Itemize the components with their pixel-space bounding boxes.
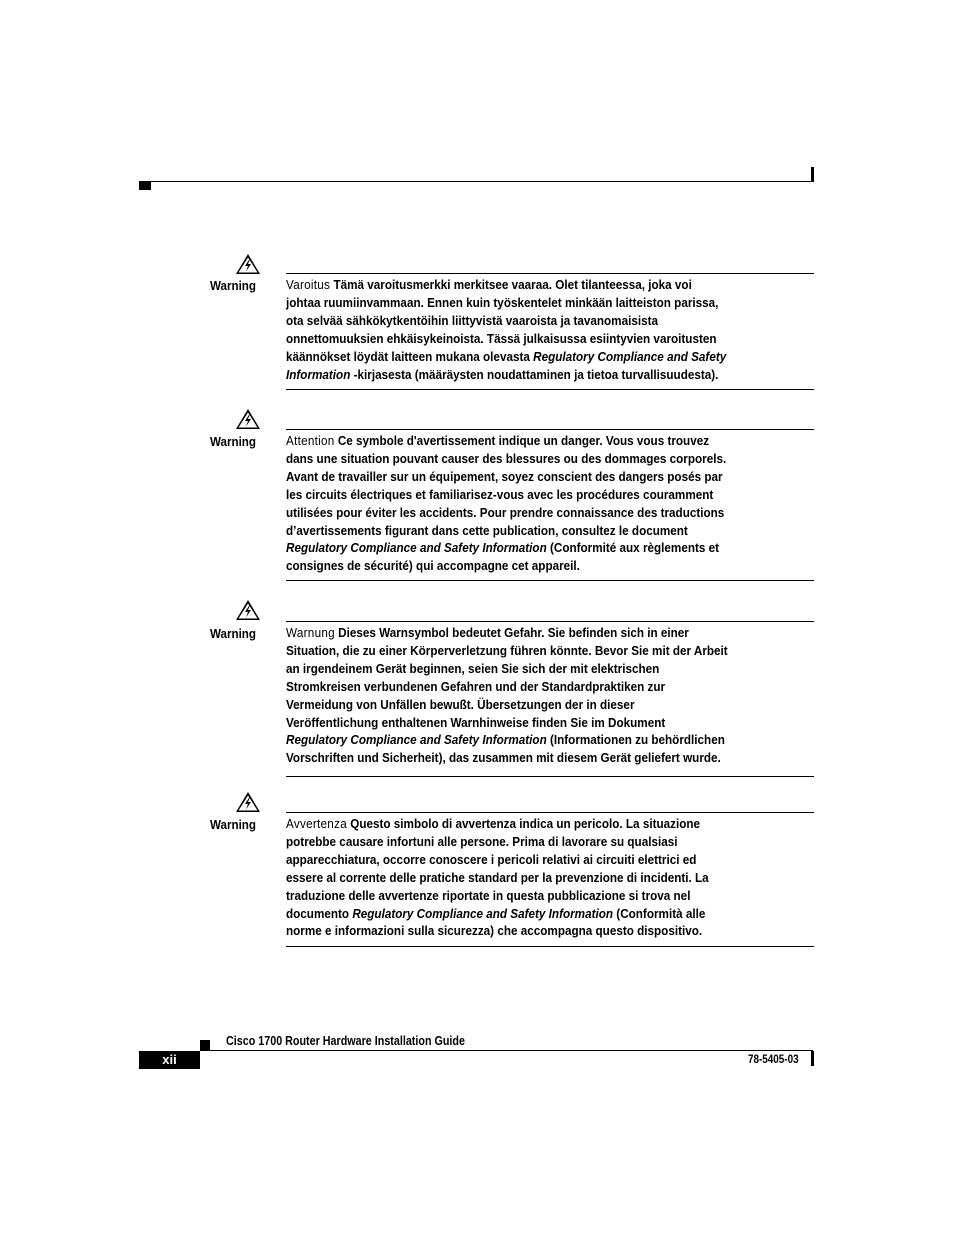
header-rule xyxy=(151,181,813,182)
warning-text-line xyxy=(286,851,814,869)
warning-text-line xyxy=(286,348,814,366)
warning-text-line xyxy=(286,869,814,887)
header-bar-marker xyxy=(811,167,814,182)
footer-bar-marker xyxy=(811,1051,814,1066)
warning-text xyxy=(286,624,814,767)
warning-text-line xyxy=(286,833,814,851)
warning-language-label: Warnung xyxy=(286,625,335,640)
warning-text-line xyxy=(286,312,814,330)
text-segment: an irgendeinem Gerät beginnen, seien Sie sich der mit elektrischen xyxy=(286,660,660,676)
warning-text-line xyxy=(286,276,814,294)
warning-text-line xyxy=(286,468,814,486)
text-segment: -kirjasesta (määräysten noudattaminen ja tietoa turvallisuudesta). xyxy=(350,366,719,382)
warning-text xyxy=(286,432,814,575)
warning-triangle-lightning-icon xyxy=(236,792,260,812)
warning-text xyxy=(286,815,814,940)
warning-rule-bottom xyxy=(286,776,814,777)
warning-rule-top xyxy=(286,812,814,813)
warning-text-line xyxy=(286,557,814,575)
page-number: xii xyxy=(162,1052,177,1067)
text-segment: consignes de sécurité) qui accompagne cet appareil. xyxy=(286,558,580,574)
text-segment: ota selvää sähkökytkentöihin liittyvistä vaaroista ja tavanomaisista xyxy=(286,312,659,328)
document-title-italic: Information xyxy=(286,366,351,382)
warning-text-line xyxy=(286,887,814,905)
warning-text-line xyxy=(286,504,814,522)
footer-square-marker xyxy=(200,1040,210,1050)
warning-text-line xyxy=(286,714,814,732)
warning-language-label: Attention xyxy=(286,433,335,448)
text-segment: (Informationen zu behördlichen xyxy=(546,732,725,748)
text-segment: apparecchiatura, occorre conoscere i pericoli relativi ai circuiti elettrici ed xyxy=(286,851,697,867)
page-number-box xyxy=(139,1051,200,1069)
text-segment: Vermeidung von Unfällen bewußt. Übersetzungen der in dieser xyxy=(286,696,635,712)
text-segment: Avant de travailler sur un équipement, soyez conscient des dangers posés par xyxy=(286,468,723,484)
warning-text-line xyxy=(286,539,814,557)
warning-language-label: Varoitus xyxy=(286,277,331,292)
text-segment: Vorschriften und Sicherheit), das zusammen mit diesem Gerät geliefert wurde. xyxy=(286,750,721,766)
text-segment: Tämä varoitusmerkki merkitsee vaaraa. Olet tilanteessa, joka voi xyxy=(333,277,692,292)
warning-rule-bottom xyxy=(286,580,814,581)
text-segment: onnettomuuksien ehkäisykeinoista. Tässä julkaisussa esiintyvien varoitusten xyxy=(286,330,717,346)
text-segment: Veröffentlichung enthaltenen Warnhinweise finden Sie im Dokument xyxy=(286,714,666,730)
warning-text-line xyxy=(286,696,814,714)
warning-label: Warning xyxy=(210,817,256,832)
warning-text-line xyxy=(286,624,814,642)
warning-rule-bottom xyxy=(286,389,814,390)
text-segment: Ce symbole d'avertissement indique un danger. Vous vous trouvez xyxy=(337,433,710,448)
doc-number: 78-5405-03 xyxy=(748,1054,799,1066)
warning-text-line xyxy=(286,905,814,923)
text-segment: Stromkreisen verbundenen Gefahren und der Standardpraktiken zur xyxy=(286,678,666,694)
warning-text-line xyxy=(286,642,814,660)
footer-book-title: Cisco 1700 Router Hardware Installation Guide xyxy=(226,1034,465,1048)
warning-triangle-lightning-icon xyxy=(236,409,260,429)
warning-text-line xyxy=(286,366,814,384)
text-segment: les circuits électriques et familiarisez-vous avec les procédures couramment xyxy=(286,486,714,502)
warning-text-line xyxy=(286,330,814,348)
warning-text-line xyxy=(286,678,814,696)
document-title-italic: Regulatory Compliance and Safety xyxy=(533,348,727,364)
text-segment: utilisées pour éviter les accidents. Pour prendre connaissance des traductions xyxy=(286,504,725,520)
warning-triangle-lightning-icon xyxy=(236,600,260,620)
text-segment: johtaa ruumiinvammaan. Ennen kuin työskentelet minkään laitteiston parissa, xyxy=(286,294,719,310)
text-segment: documento xyxy=(286,905,353,921)
footer-rule xyxy=(200,1050,813,1051)
text-segment: Situation, die zu einer Körperverletzung führen könnte. Bevor Sie mit der Arbeit xyxy=(286,642,728,658)
document-title-italic: Regulatory Compliance and Safety Information xyxy=(286,732,547,748)
warning-text-line xyxy=(286,522,814,540)
text-segment: d’avertissements figurant dans cette publication, consultez le document xyxy=(286,522,688,538)
text-segment: Questo simbolo di avvertenza indica un pericolo. La situazione xyxy=(350,816,701,831)
text-segment: Dieses Warnsymbol bedeutet Gefahr. Sie befinden sich in einer xyxy=(338,625,689,640)
warning-text-line xyxy=(286,660,814,678)
text-segment: (Conformité aux règlements et xyxy=(546,540,720,556)
warning-text-line xyxy=(286,294,814,312)
text-segment: (Conformità alle xyxy=(613,905,706,921)
text-segment: käännökset löydät laitteen mukana olevasta xyxy=(286,348,534,364)
text-segment: dans une situation pouvant causer des blessures ou des dommages corporels. xyxy=(286,450,727,466)
warning-text-line xyxy=(286,432,814,450)
warning-triangle-lightning-icon xyxy=(236,254,260,274)
warning-text-line xyxy=(286,922,814,940)
warning-rule-bottom xyxy=(286,946,814,947)
document-title-italic: Regulatory Compliance and Safety Information xyxy=(352,905,614,921)
warning-text-line xyxy=(286,731,814,749)
warning-label: Warning xyxy=(210,626,256,641)
warning-label: Warning xyxy=(210,278,256,293)
warning-text-line xyxy=(286,749,814,767)
warning-text xyxy=(286,276,814,383)
text-segment: potrebbe causare infortuni alle persone. Prima di lavorare su qualsiasi xyxy=(286,833,678,849)
text-segment: norme e informazioni sulla sicurezza) che accompagna questo dispositivo. xyxy=(286,923,703,939)
text-segment: traduzione delle avvertenze riportate in questa pubblicazione si trova nel xyxy=(286,887,691,903)
warning-rule-top xyxy=(286,621,814,622)
warning-rule-top xyxy=(286,273,814,274)
warning-language-label: Avvertenza xyxy=(286,816,347,831)
warning-text-line xyxy=(286,815,814,833)
warning-text-line xyxy=(286,450,814,468)
warning-label: Warning xyxy=(210,434,256,449)
warning-rule-top xyxy=(286,429,814,430)
warning-text-line xyxy=(286,486,814,504)
document-title-italic: Regulatory Compliance and Safety Information xyxy=(286,540,547,556)
header-square-marker xyxy=(139,181,151,190)
text-segment: essere al corrente delle pratiche standard per la prevenzione di incidenti. La xyxy=(286,869,709,885)
